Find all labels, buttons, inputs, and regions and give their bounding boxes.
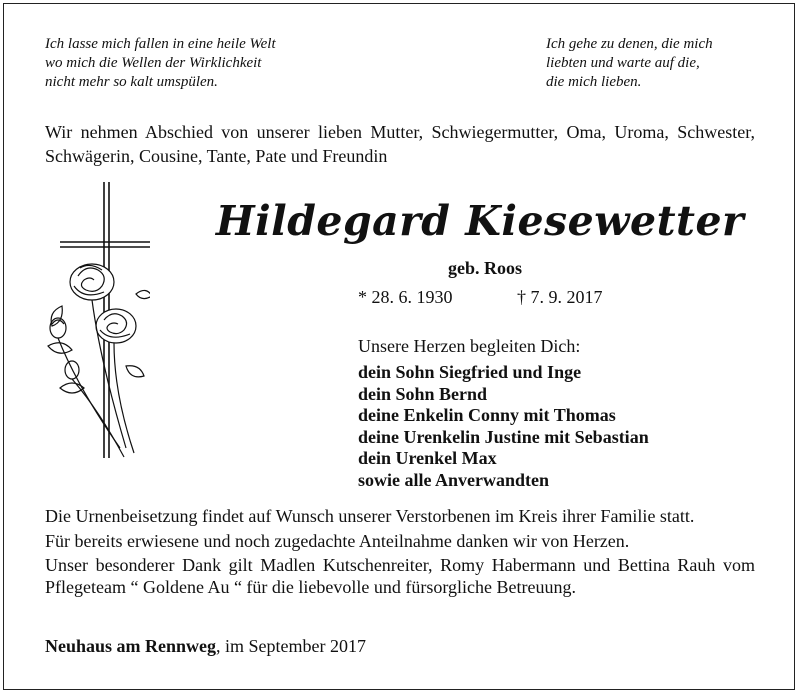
verse-right — [546, 35, 713, 92]
mourner-line: dein Sohn Siegfried und Inge — [358, 362, 582, 382]
verse-left — [45, 35, 276, 92]
verse-right-line: die mich lieben. — [546, 74, 642, 90]
death-date: † 7. 9. 2017 — [517, 287, 603, 307]
mourners-list — [358, 362, 649, 491]
maiden-name: geb. Roos — [447, 258, 522, 278]
deceased-name: Hildegard Kiesewetter — [215, 197, 745, 245]
hearts-line: Unsere Herzen begleiten Dich: — [358, 336, 581, 356]
mourner-line: deine Enkelin Conny mit Thomas — [358, 405, 616, 425]
mourner-line: deine Urenkelin Justine mit Sebastian — [358, 426, 649, 447]
place-date: , im September 2017 — [216, 636, 367, 656]
roses-icon — [48, 264, 150, 457]
verse-right-line: Ich gehe zu denen, die mich — [546, 36, 713, 52]
burial-note: Die Urnenbeisetzung findet auf Wunsch unserer Verstorbenen im Kreis ihrer Familie statt. — [45, 506, 695, 526]
verse-left-line: wo mich die Wellen der Wirklichkeit — [45, 55, 262, 71]
verse-left-line: nicht mehr so kalt umspülen. — [45, 74, 218, 90]
closing-text — [45, 506, 755, 601]
place-name: Neuhaus am Rennweg — [45, 636, 217, 656]
verse-right-line: liebten und warte auf die, — [546, 55, 700, 71]
cross-with-roses-icon — [40, 178, 150, 460]
mourner-line: dein Sohn Bernd — [358, 383, 488, 404]
place-and-date — [45, 636, 366, 657]
mourner-line: sowie alle Anverwandten — [358, 469, 549, 490]
intro-text: Wir nehmen Abschied von unserer lieben Mutter, Schwiegermutter, Oma, Uroma, Schwester, Schwägerin, Cousine, Tante, Pate und Freundin — [45, 122, 755, 166]
birth-date: * 28. 6. 1930 — [358, 287, 453, 307]
mourner-line: dein Urenkel Max — [358, 448, 497, 468]
special-thanks-note: Unser besonderer Dank gilt Madlen Kutschenreiter, Romy Habermann und Bettina Rauh vom Pflegeteam “ Goldene Au “ für die liebevolle und fürsorgliche Betreuung. — [45, 555, 755, 597]
thanks-note: Für bereits erwiesene und noch zugedachte Anteilnahme danken wir von Herzen. — [45, 530, 630, 551]
verse-left-line: Ich lasse mich fallen in eine heile Welt — [45, 36, 276, 52]
